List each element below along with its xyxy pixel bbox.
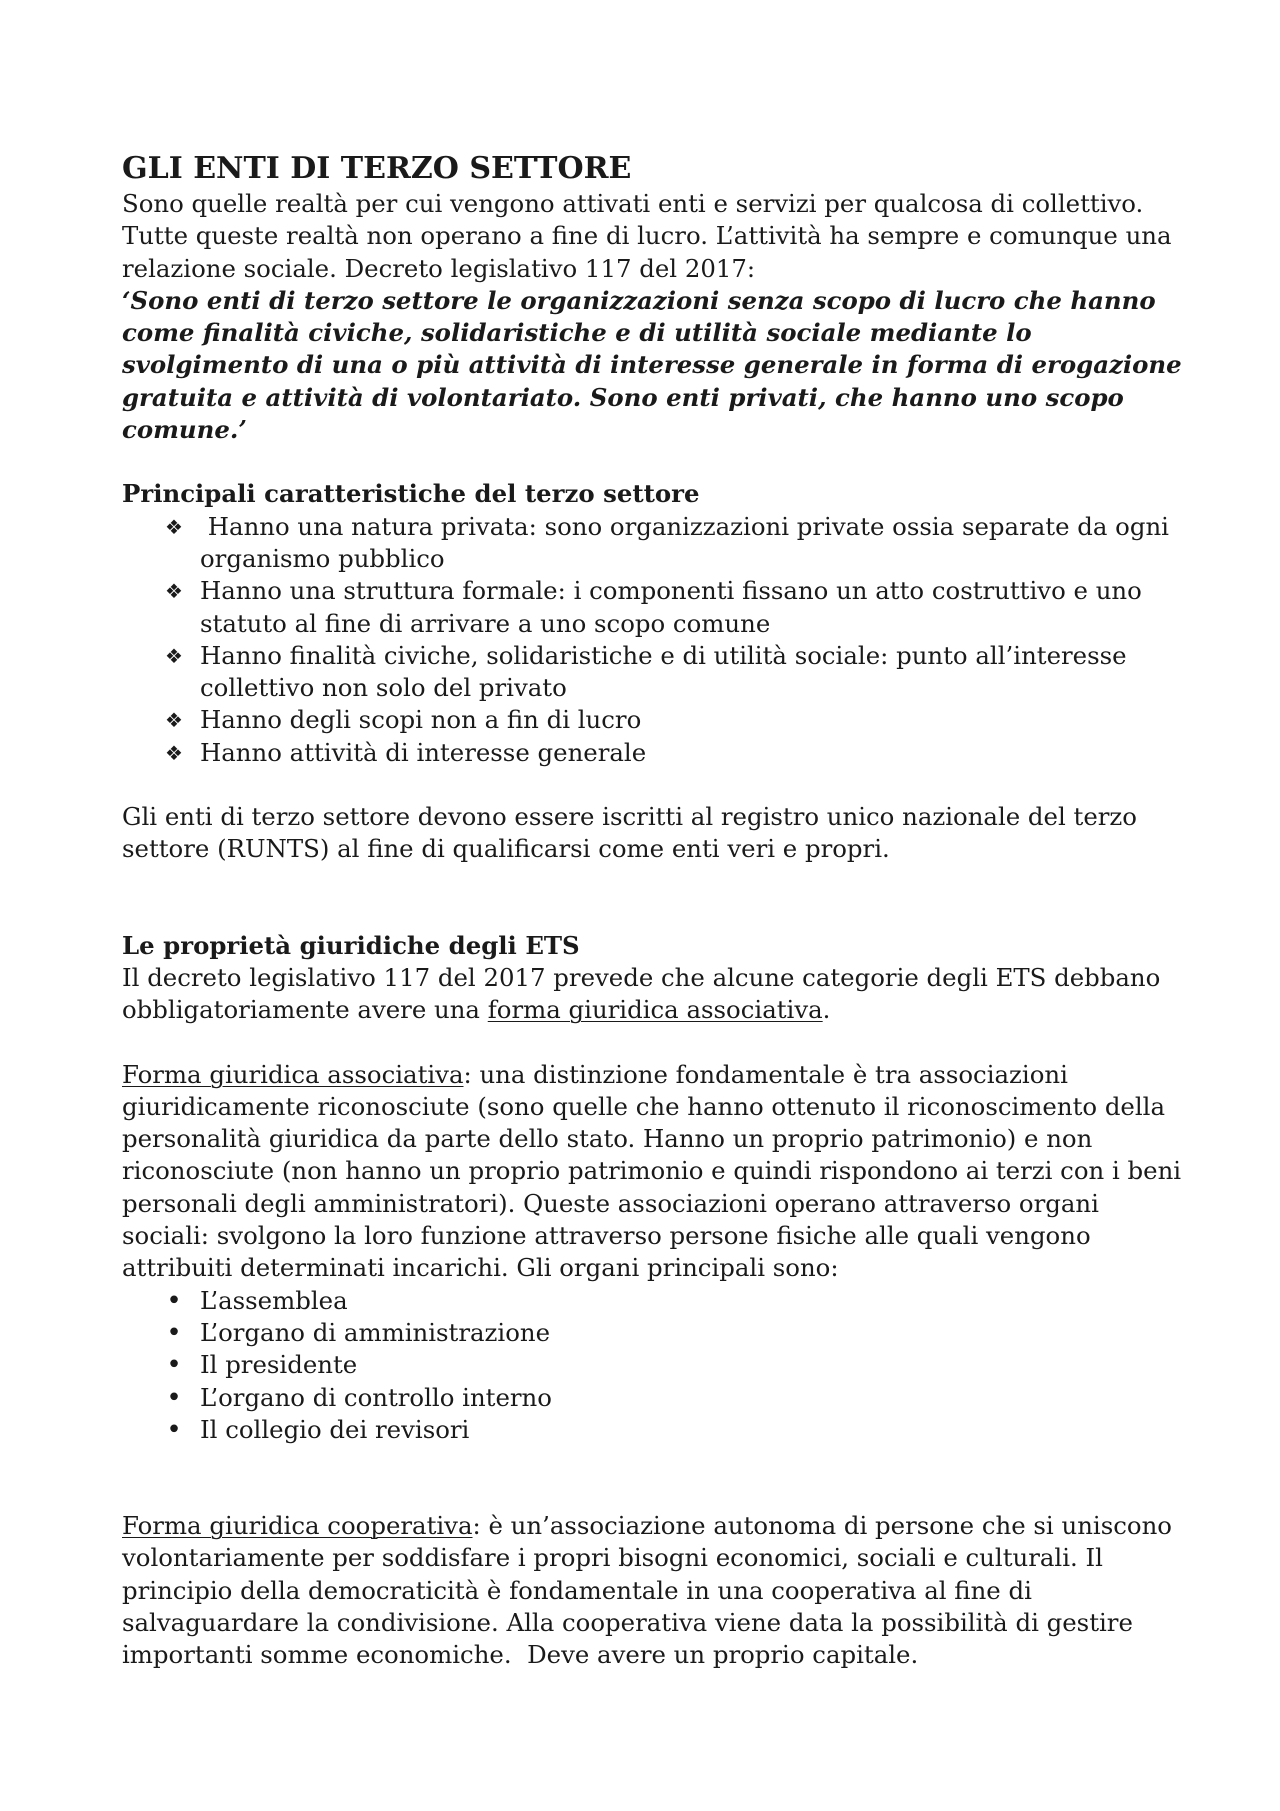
diamond-bullet-icon: ❖ [165,579,183,604]
list-item [122,737,1182,769]
section-heading-characteristics: Principali caratteristiche del terzo settore [122,479,700,509]
organs-list [122,1285,1182,1446]
bullet-icon: • [166,1382,182,1413]
bullet-icon: • [166,1317,182,1348]
list-item [122,640,1182,705]
list-item [122,1349,1182,1381]
characteristics-list [122,511,1182,769]
list-item-text: Hanno finalità civiche, solidaristiche e di utilità sociale: punto all’interesse collettivo non solo del privato [200,640,1127,703]
diamond-bullet-icon: ❖ [165,708,183,733]
bullet-icon: • [166,1285,182,1316]
list-item [122,1317,1182,1349]
spacer [122,769,1182,801]
spacer [122,1446,1182,1510]
document-page [122,150,1182,1672]
list-item [122,1285,1182,1317]
associative-form-reference: forma giuridica associativa [487,995,823,1025]
associative-form-term: Forma giuridica associativa [122,1059,464,1089]
list-item [122,1382,1182,1414]
list-item-text: Hanno una struttura formale: i componenti fissano un atto costruttivo e uno statuto al fine di arrivare a uno scopo comune [200,576,1142,638]
list-item-text: Hanno degli scopi non a fin di lucro [200,705,642,735]
list-item-text: Hanno attività di interesse generale [200,737,647,767]
spacer [122,1027,1182,1059]
bullet-icon: • [166,1414,182,1445]
section-heading-legal-forms: Le proprietà giuridiche degli ETS [122,930,580,960]
list-item-text: Il presidente [200,1350,358,1380]
diamond-bullet-icon: ❖ [165,643,183,668]
cooperative-form-term: Forma giuridica cooperativa [122,1511,473,1541]
spacer [122,866,1182,930]
cooperative-form-text: : è un’associazione autonoma di persone che si uniscono volontariamente per soddisfare i propri bisogni economici, sociali e culturali. Il principio della democraticità è fondamentale in una cooperativa al fine di salvaguardare la condivisione. Alla cooperativa viene data la possibilità di gestire importanti somme economiche. Deve avere un proprio capitale. [122,1511,1180,1670]
legal-forms-intro-end: . [822,995,831,1025]
list-item [122,704,1182,736]
list-item [122,1414,1182,1446]
list-item-text: L’organo di controllo interno [200,1382,552,1412]
law-quote: ‘Sono enti di terzo settore le organizzazioni senza scopo di lucro che hanno come finalità civiche, solidaristiche e di utilità sociale mediante lo svolgimento di una o più attività di interesse generale in forma di erogazione gratuita e attività di volontariato. Sono enti privati, che hanno uno scopo comune.’ [122,285,1182,445]
intro-paragraph: Sono quelle realtà per cui vengono attivati enti e servizi per qualcosa di collettivo. Tutte queste realtà non operano a fine di lucro. L’attività ha sempre e comunque una relazione sociale. Decreto legislativo 117 del 2017: [122,189,1172,283]
associative-form-text: : una distinzione fondamentale è tra associazioni giuridicamente riconosciute (sono quelle che hanno ottenuto il riconoscimento della personalità giuridica da parte dello stato. Hanno un proprio patrimonio) e non riconosciute (non hanno un proprio patrimonio e quindi rispondono ai terzi con i beni personali degli amministratori). Queste associazioni operano attraverso organi sociali: svolgono la loro funzione attraverso persone fisiche alle quali vengono attribuiti determinati incarichi. Gli organi principali sono: [122,1059,1182,1283]
bullet-icon: • [166,1350,182,1381]
legal-forms-intro [122,962,1182,1027]
list-item [122,575,1182,640]
list-item [122,511,1182,576]
legal-forms-intro-text: Il decreto legislativo 117 del 2017 prevede che alcune categorie degli ETS debbano obbligatoriamente avere una [122,962,1161,1025]
list-item-text: Il collegio dei revisori [200,1414,470,1444]
cooperative-form-paragraph [122,1510,1182,1671]
page-title: GLI ENTI DI TERZO SETTORE [122,151,632,186]
list-item-text: Hanno una natura privata: sono organizzazioni private ossia separate da ogni organismo pubblico [200,511,1177,573]
diamond-bullet-icon: ❖ [165,514,183,539]
list-item-text: L’organo di amministrazione [200,1317,551,1347]
list-item-text: L’assemblea [200,1285,348,1315]
runts-paragraph: Gli enti di terzo settore devono essere iscritti al registro unico nazionale del terzo settore (RUNTS) al fine di qualificarsi come enti veri e propri. [122,802,1137,864]
diamond-bullet-icon: ❖ [165,740,183,765]
associative-form-paragraph [122,1059,1182,1285]
spacer [122,446,1182,478]
